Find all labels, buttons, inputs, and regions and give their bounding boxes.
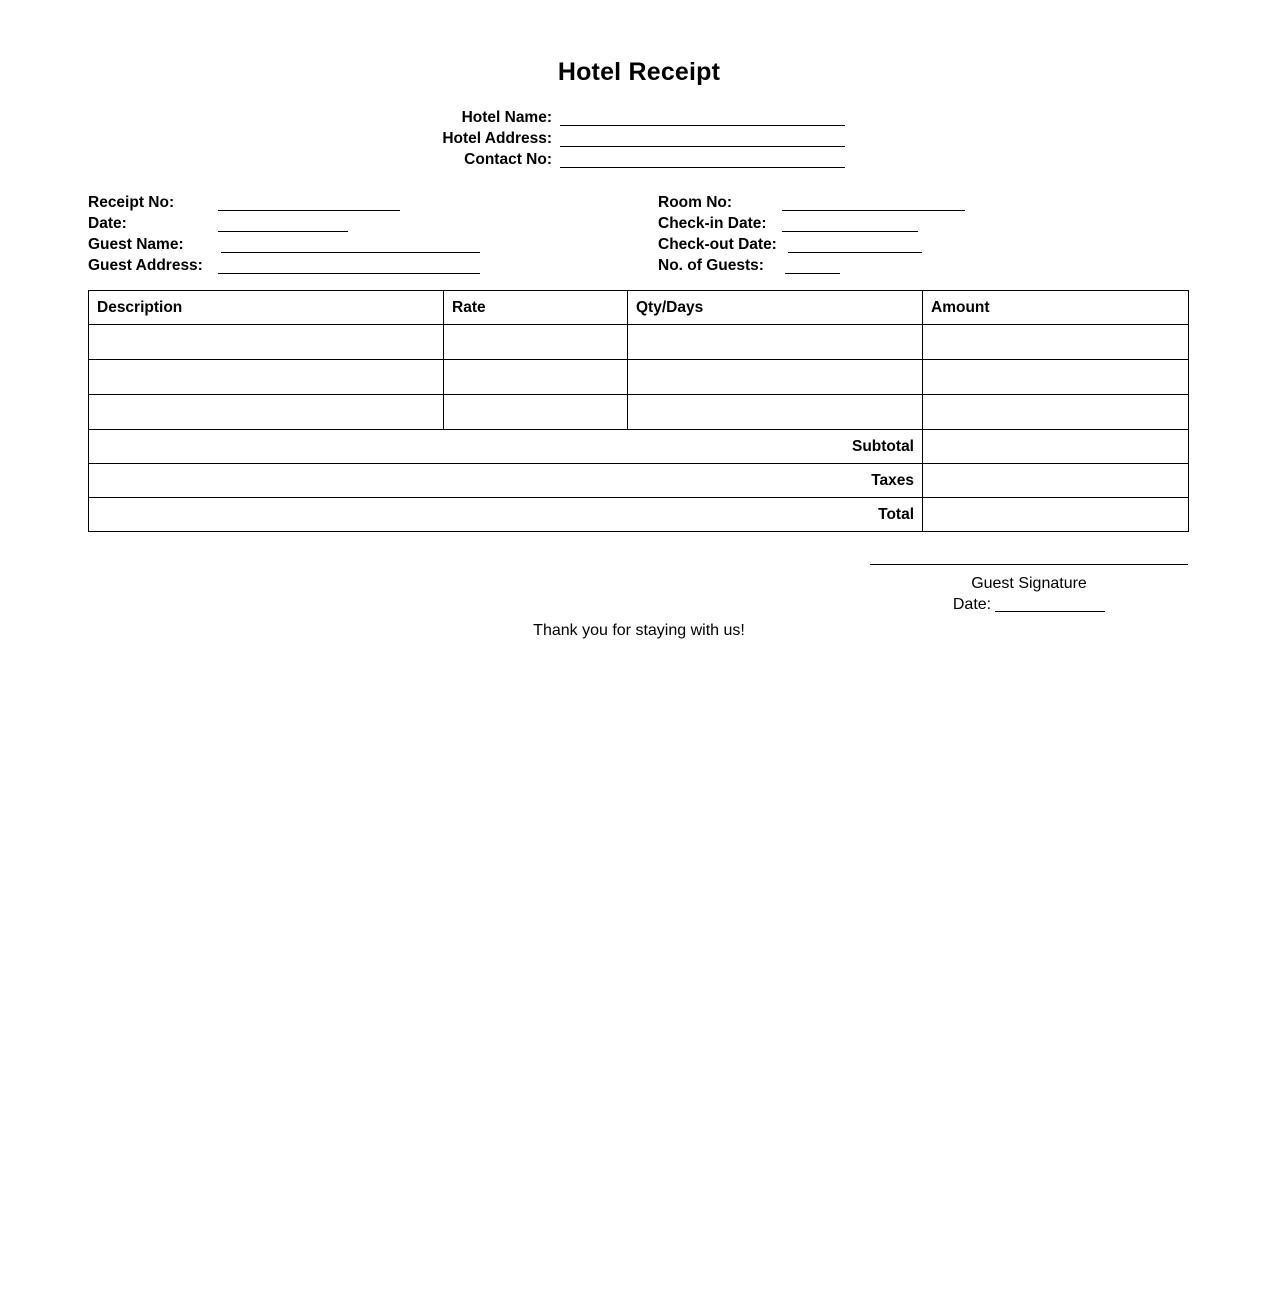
- guest-name-input-line[interactable]: [221, 252, 480, 253]
- check-out-date-label: Check-out Date:: [658, 236, 777, 253]
- total-value[interactable]: [923, 498, 1189, 532]
- total-label: Total: [89, 498, 923, 532]
- signature-date-input-line[interactable]: [995, 611, 1105, 612]
- check-in-date-label: Check-in Date:: [658, 215, 767, 232]
- signature-block: [870, 564, 1188, 615]
- receipt-no-input-line[interactable]: [218, 210, 400, 211]
- hotel-name-input-line[interactable]: [560, 125, 845, 126]
- check-in-date-input-line[interactable]: [782, 231, 918, 232]
- date-input-line[interactable]: [218, 231, 348, 232]
- signature-date-row: [870, 594, 1188, 615]
- cell-rate[interactable]: [444, 395, 628, 430]
- receipt-no-label: Receipt No:: [88, 194, 175, 211]
- guest-address-label: Guest Address:: [88, 257, 203, 274]
- guest-address-input-line[interactable]: [218, 273, 480, 274]
- signature-input-line[interactable]: [870, 564, 1188, 565]
- hotel-contact-label: Contact No:: [464, 151, 552, 168]
- charges-table: [88, 290, 1189, 532]
- cell-qty-days[interactable]: [628, 325, 923, 360]
- date-label: Date:: [88, 215, 127, 232]
- taxes-value[interactable]: [923, 464, 1189, 498]
- column-header-amount: Amount: [923, 291, 1189, 325]
- cell-qty-days[interactable]: [628, 360, 923, 395]
- guest-name-label: Guest Name:: [88, 236, 184, 253]
- cell-qty-days[interactable]: [628, 395, 923, 430]
- total-row: [89, 498, 1189, 532]
- hotel-address-input-line[interactable]: [560, 146, 845, 147]
- cell-rate[interactable]: [444, 325, 628, 360]
- cell-amount[interactable]: [923, 325, 1189, 360]
- hotel-address-label: Hotel Address:: [442, 130, 552, 147]
- hotel-info-block: [0, 107, 1278, 170]
- column-header-rate: Rate: [444, 291, 628, 325]
- signature-date-label: Date:: [952, 596, 992, 613]
- hotel-name-label: Hotel Name:: [461, 109, 552, 126]
- cell-description[interactable]: [89, 325, 444, 360]
- hotel-address-row: [0, 128, 1278, 149]
- no-of-guests-label: No. of Guests:: [658, 257, 764, 274]
- column-header-qty-days: Qty/Days: [628, 291, 923, 325]
- subtotal-label: Subtotal: [89, 430, 923, 464]
- table-row: [89, 360, 1189, 395]
- cell-description[interactable]: [89, 360, 444, 395]
- hotel-name-row: [0, 107, 1278, 128]
- room-no-input-line[interactable]: [782, 210, 965, 211]
- hotel-contact-input-line[interactable]: [560, 167, 845, 168]
- signature-caption: Guest Signature: [971, 575, 1087, 592]
- taxes-row: [89, 464, 1189, 498]
- page-title: Hotel Receipt: [557, 58, 721, 86]
- subtotal-row: [89, 430, 1189, 464]
- cell-amount[interactable]: [923, 360, 1189, 395]
- cell-description[interactable]: [89, 395, 444, 430]
- cell-amount[interactable]: [923, 395, 1189, 430]
- subtotal-value[interactable]: [923, 430, 1189, 464]
- table-header-row: [89, 291, 1189, 325]
- table-row: [89, 325, 1189, 360]
- taxes-label: Taxes: [89, 464, 923, 498]
- room-no-label: Room No:: [658, 194, 733, 211]
- table-row: [89, 395, 1189, 430]
- cell-rate[interactable]: [444, 360, 628, 395]
- hotel-contact-row: [0, 149, 1278, 170]
- check-out-date-input-line[interactable]: [788, 252, 922, 253]
- thank-you-message: Thank you for staying with us!: [533, 622, 745, 639]
- column-header-description: Description: [89, 291, 444, 325]
- no-of-guests-input-line[interactable]: [785, 273, 840, 274]
